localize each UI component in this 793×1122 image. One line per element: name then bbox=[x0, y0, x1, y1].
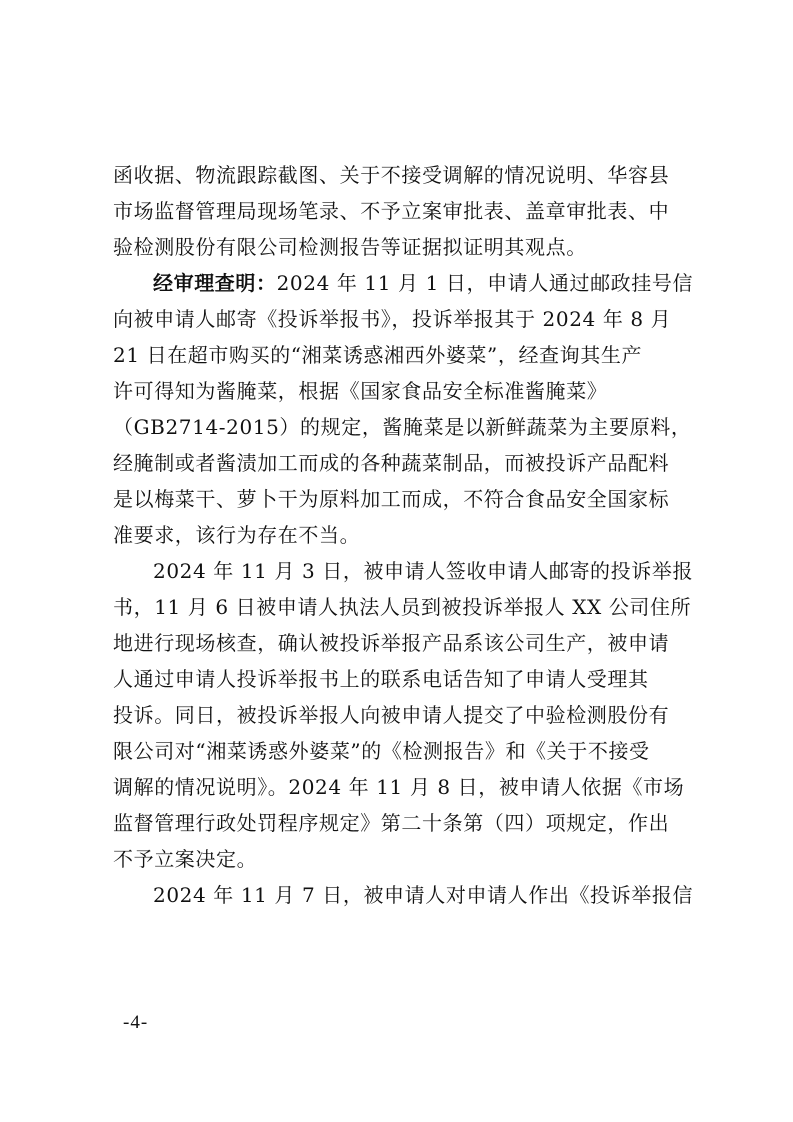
text-line-content: 2024 年 11 月 1 日，申请人通过邮政挂号信 bbox=[276, 271, 694, 295]
text-line: 不予立案决定。 bbox=[113, 847, 258, 871]
text-line: 人通过申请人投诉举报书上的联系电话告知了申请人受理其 bbox=[113, 667, 649, 691]
paragraph-nov-3 bbox=[113, 553, 694, 877]
text-line: 准要求，该行为存在不当。 bbox=[113, 523, 361, 547]
text-line: 许可得知为酱腌菜，根据《国家食品安全标准酱腌菜》 bbox=[113, 379, 608, 403]
paragraph-evidence bbox=[113, 157, 683, 265]
text-line: 2024 年 11 月 3 日，被申请人签收申请人邮寄的投诉举报 bbox=[153, 559, 694, 583]
text-line: 函收据、物流跟踪截图、关于不接受调解的情况说明、华容县 bbox=[113, 163, 670, 187]
text-line bbox=[113, 265, 694, 301]
findings-heading: 经审理查明： bbox=[153, 271, 277, 295]
text-line: 调解的情况说明》。2024 年 11 月 8 日，被申请人依据《市场 bbox=[113, 775, 685, 799]
text-line: 书，11 月 6 日被申请人执法人员到被投诉举报人 XX 公司住所 bbox=[113, 595, 692, 619]
text-line: 经腌制或者酱渍加工而成的各种蔬菜制品，而被投诉产品配料 bbox=[113, 451, 670, 475]
text-line: 验检测股份有限公司检测报告等证据拟证明其观点。 bbox=[113, 235, 587, 259]
text-line: 投诉。同日，被投诉举报人向被申请人提交了中验检测股份有 bbox=[113, 703, 670, 727]
paragraph-findings bbox=[113, 265, 694, 553]
text-line: 是以梅菜干、萝卜干为原料加工而成，不符合食品安全国家标 bbox=[113, 487, 670, 511]
page-number: -4- bbox=[123, 1012, 149, 1033]
document-body bbox=[113, 157, 694, 913]
text-line: 限公司对“湘菜诱惑外婆菜”的《检测报告》和《关于不接受 bbox=[113, 739, 650, 763]
text-line: 21 日在超市购买的“湘菜诱惑湘西外婆菜”，经查询其生产 bbox=[113, 343, 643, 367]
text-line: 市场监督管理局现场笔录、不予立案审批表、盖章审批表、中 bbox=[113, 199, 670, 223]
text-line: 向被申请人邮寄《投诉举报书》，投诉举报其于 2024 年 8 月 bbox=[113, 307, 672, 331]
text-line: 地进行现场核查，确认被投诉举报产品系该公司生产，被申请 bbox=[113, 631, 670, 655]
paragraph-nov-7 bbox=[113, 877, 694, 913]
text-line: （GB2714-2015）的规定，酱腌菜是以新鲜蔬菜为主要原料， bbox=[113, 415, 692, 439]
text-line: 监督管理行政处罚程序规定》第二十条第（四）项规定，作出 bbox=[113, 811, 670, 835]
text-line: 2024 年 11 月 7 日，被申请人对申请人作出《投诉举报信 bbox=[153, 883, 694, 907]
